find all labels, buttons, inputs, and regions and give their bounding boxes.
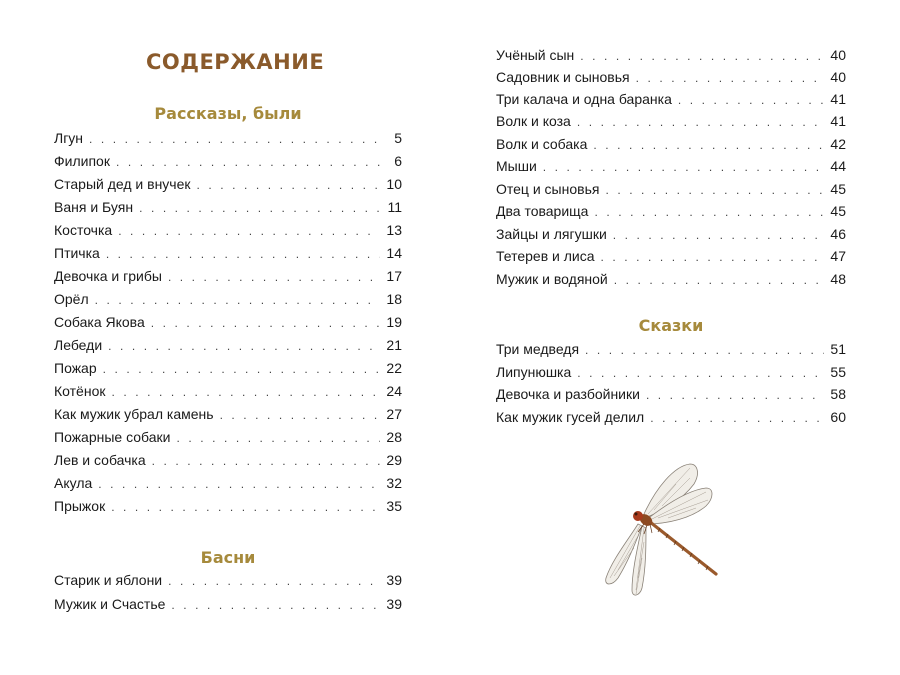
toc-entry-page: 39 [386,572,402,588]
toc-entry[interactable] [496,383,846,405]
leader-dots [197,174,381,196]
toc-entry[interactable] [54,150,402,172]
leader-dots [636,67,824,89]
toc-entry-page: 48 [830,271,846,287]
toc-entry[interactable] [496,44,846,66]
toc-entry-title: Волк и собака [496,136,588,152]
leader-dots [613,224,824,246]
toc-entry-title: Пожар [54,360,97,376]
toc-entry-page: 60 [830,409,846,425]
toc-entry-title: Старик и яблони [54,572,163,588]
leader-dots [646,384,824,406]
leader-dots [139,197,380,219]
leader-dots [678,89,824,111]
leader-dots [98,473,380,495]
toc-entry-page: 42 [830,136,846,152]
toc-entry[interactable] [54,242,402,264]
toc-entry-page: 45 [830,203,846,219]
toc-entry-page: 28 [386,429,402,445]
toc-entry-page: 46 [830,226,846,242]
leader-dots [593,134,824,156]
leader-dots [176,427,380,449]
toc-entry[interactable] [54,449,402,471]
toc-entry-page: 13 [386,222,402,238]
toc-entry[interactable] [496,88,846,110]
leader-dots [585,339,824,361]
dragonfly-illustration [598,462,724,602]
toc-entry[interactable] [54,219,402,241]
leader-dots [601,246,824,268]
toc-entry-title: Как мужик гусей делил [496,409,645,425]
toc-entry-title: Акула [54,475,93,491]
toc-entry[interactable] [496,66,846,88]
toc-entry-page: 14 [386,245,402,261]
toc-entry-page: 10 [386,176,402,192]
leader-dots [152,450,380,472]
leader-dots [168,570,380,592]
toc-entry-title: Зайцы и лягушки [496,226,607,242]
toc-entry-title: Прыжок [54,498,106,514]
toc-entry-page: 44 [830,158,846,174]
toc-entry-title: Девочка и разбойники [496,386,640,402]
leader-dots [95,289,380,311]
toc-entry[interactable] [496,155,846,177]
toc-entry[interactable] [54,288,402,310]
toc-entry[interactable] [496,223,846,245]
toc-entry-page: 24 [386,383,402,399]
toc-entry[interactable] [54,265,402,287]
toc-entry-page: 32 [386,475,402,491]
toc-entry[interactable] [54,593,402,615]
toc-entry-page: 40 [830,47,846,63]
toc-entry[interactable] [496,361,846,383]
leader-dots [108,335,380,357]
leader-dots [580,45,824,67]
toc-entry-title: Старый дед и внучек [54,176,191,192]
toc-entry[interactable] [54,311,402,333]
toc-entry-title: Птичка [54,245,100,261]
leader-dots [111,496,380,518]
toc-entry-title: Собака Якова [54,314,145,330]
toc-entry-title: Косточка [54,222,113,238]
toc-entry-page: 11 [387,199,402,215]
leader-dots [89,128,380,150]
toc-entry-title: Мужик и Счастье [54,596,166,612]
section-heading-tales: Сказки [638,316,704,335]
toc-entry-title: Лебеди [54,337,103,353]
leader-dots [171,594,380,616]
toc-entry[interactable] [496,133,846,155]
toc-entry-page: 5 [394,130,402,146]
leader-dots [577,362,824,384]
toc-entry[interactable] [496,268,846,290]
toc-entry-title: Орёл [54,291,89,307]
toc-entry-page: 19 [386,314,402,330]
leader-dots [106,243,380,265]
toc-entry[interactable] [54,334,402,356]
toc-entry[interactable] [496,245,846,267]
leader-dots [577,111,824,133]
toc-entry-page: 41 [830,91,846,107]
toc-entry-title: Как мужик убрал камень [54,406,214,422]
toc-entry-title: Учёный сын [496,47,575,63]
toc-entry-page: 58 [830,386,846,402]
toc-entry[interactable] [54,569,402,591]
toc-entry[interactable] [496,338,846,360]
leader-dots [220,404,380,426]
leader-dots [116,151,380,173]
toc-entry-title: Девочка и грибы [54,268,162,284]
leader-dots [605,179,824,201]
toc-entry-page: 39 [386,596,402,612]
toc-entry-title: Мыши [496,158,537,174]
toc-entry[interactable] [54,196,402,218]
toc-entry-title: Котёнок [54,383,106,399]
toc-entry-page: 17 [386,268,402,284]
toc-entry[interactable] [496,178,846,200]
toc-entry[interactable] [496,200,846,222]
leader-dots [543,156,824,178]
toc-entry-page: 27 [386,406,402,422]
toc-entry-page: 47 [830,248,846,264]
toc-entry-page: 22 [386,360,402,376]
leader-dots [103,358,380,380]
toc-entry-page: 40 [830,69,846,85]
toc-entry[interactable] [54,357,402,379]
toc-entry-title: Мужик и водяной [496,271,608,287]
toc-entry[interactable] [54,426,402,448]
section-heading-fables: Басни [200,548,256,567]
toc-entry-title: Отец и сыновья [496,181,600,197]
toc-entry-page: 6 [394,153,402,169]
toc-entry-page: 21 [386,337,402,353]
leader-dots [168,266,380,288]
toc-entry[interactable] [54,173,402,195]
toc-entry-title: Лгун [54,130,84,146]
leader-dots [650,407,824,429]
toc-page-title: СОДЕРЖАНИЕ [146,50,325,74]
toc-entry-title: Три медведя [496,341,580,357]
leader-dots [111,381,380,403]
toc-entry[interactable] [54,127,402,149]
toc-entry[interactable] [54,403,402,425]
toc-entry-title: Ваня и Буян [54,199,134,215]
toc-entry-page: 41 [830,113,846,129]
toc-entry[interactable] [54,495,402,517]
toc-entry-title: Тетерев и лиса [496,248,595,264]
toc-entry-page: 18 [386,291,402,307]
toc-entry-title: Липунюшка [496,364,572,380]
section-heading-stories: Рассказы, были [154,104,302,123]
toc-entry-page: 35 [386,498,402,514]
leader-dots [594,201,824,223]
toc-entry-title: Филипок [54,153,110,169]
toc-entry-page: 29 [386,452,402,468]
toc-entry-page: 51 [830,341,846,357]
toc-entry-title: Лев и собачка [54,452,146,468]
leader-dots [118,220,380,242]
toc-entry-page: 55 [830,364,846,380]
toc-entry[interactable] [496,110,846,132]
leader-dots [614,269,824,291]
toc-entry-page: 45 [830,181,846,197]
toc-entry-title: Волк и коза [496,113,571,129]
toc-entry-title: Пожарные собаки [54,429,171,445]
toc-entry[interactable] [54,380,402,402]
leader-dots [151,312,380,334]
toc-entry-title: Три калача и одна баранка [496,91,672,107]
toc-entry[interactable] [54,472,402,494]
toc-entry[interactable] [496,406,846,428]
toc-entry-title: Садовник и сыновья [496,69,630,85]
toc-entry-title: Два товарища [496,203,589,219]
